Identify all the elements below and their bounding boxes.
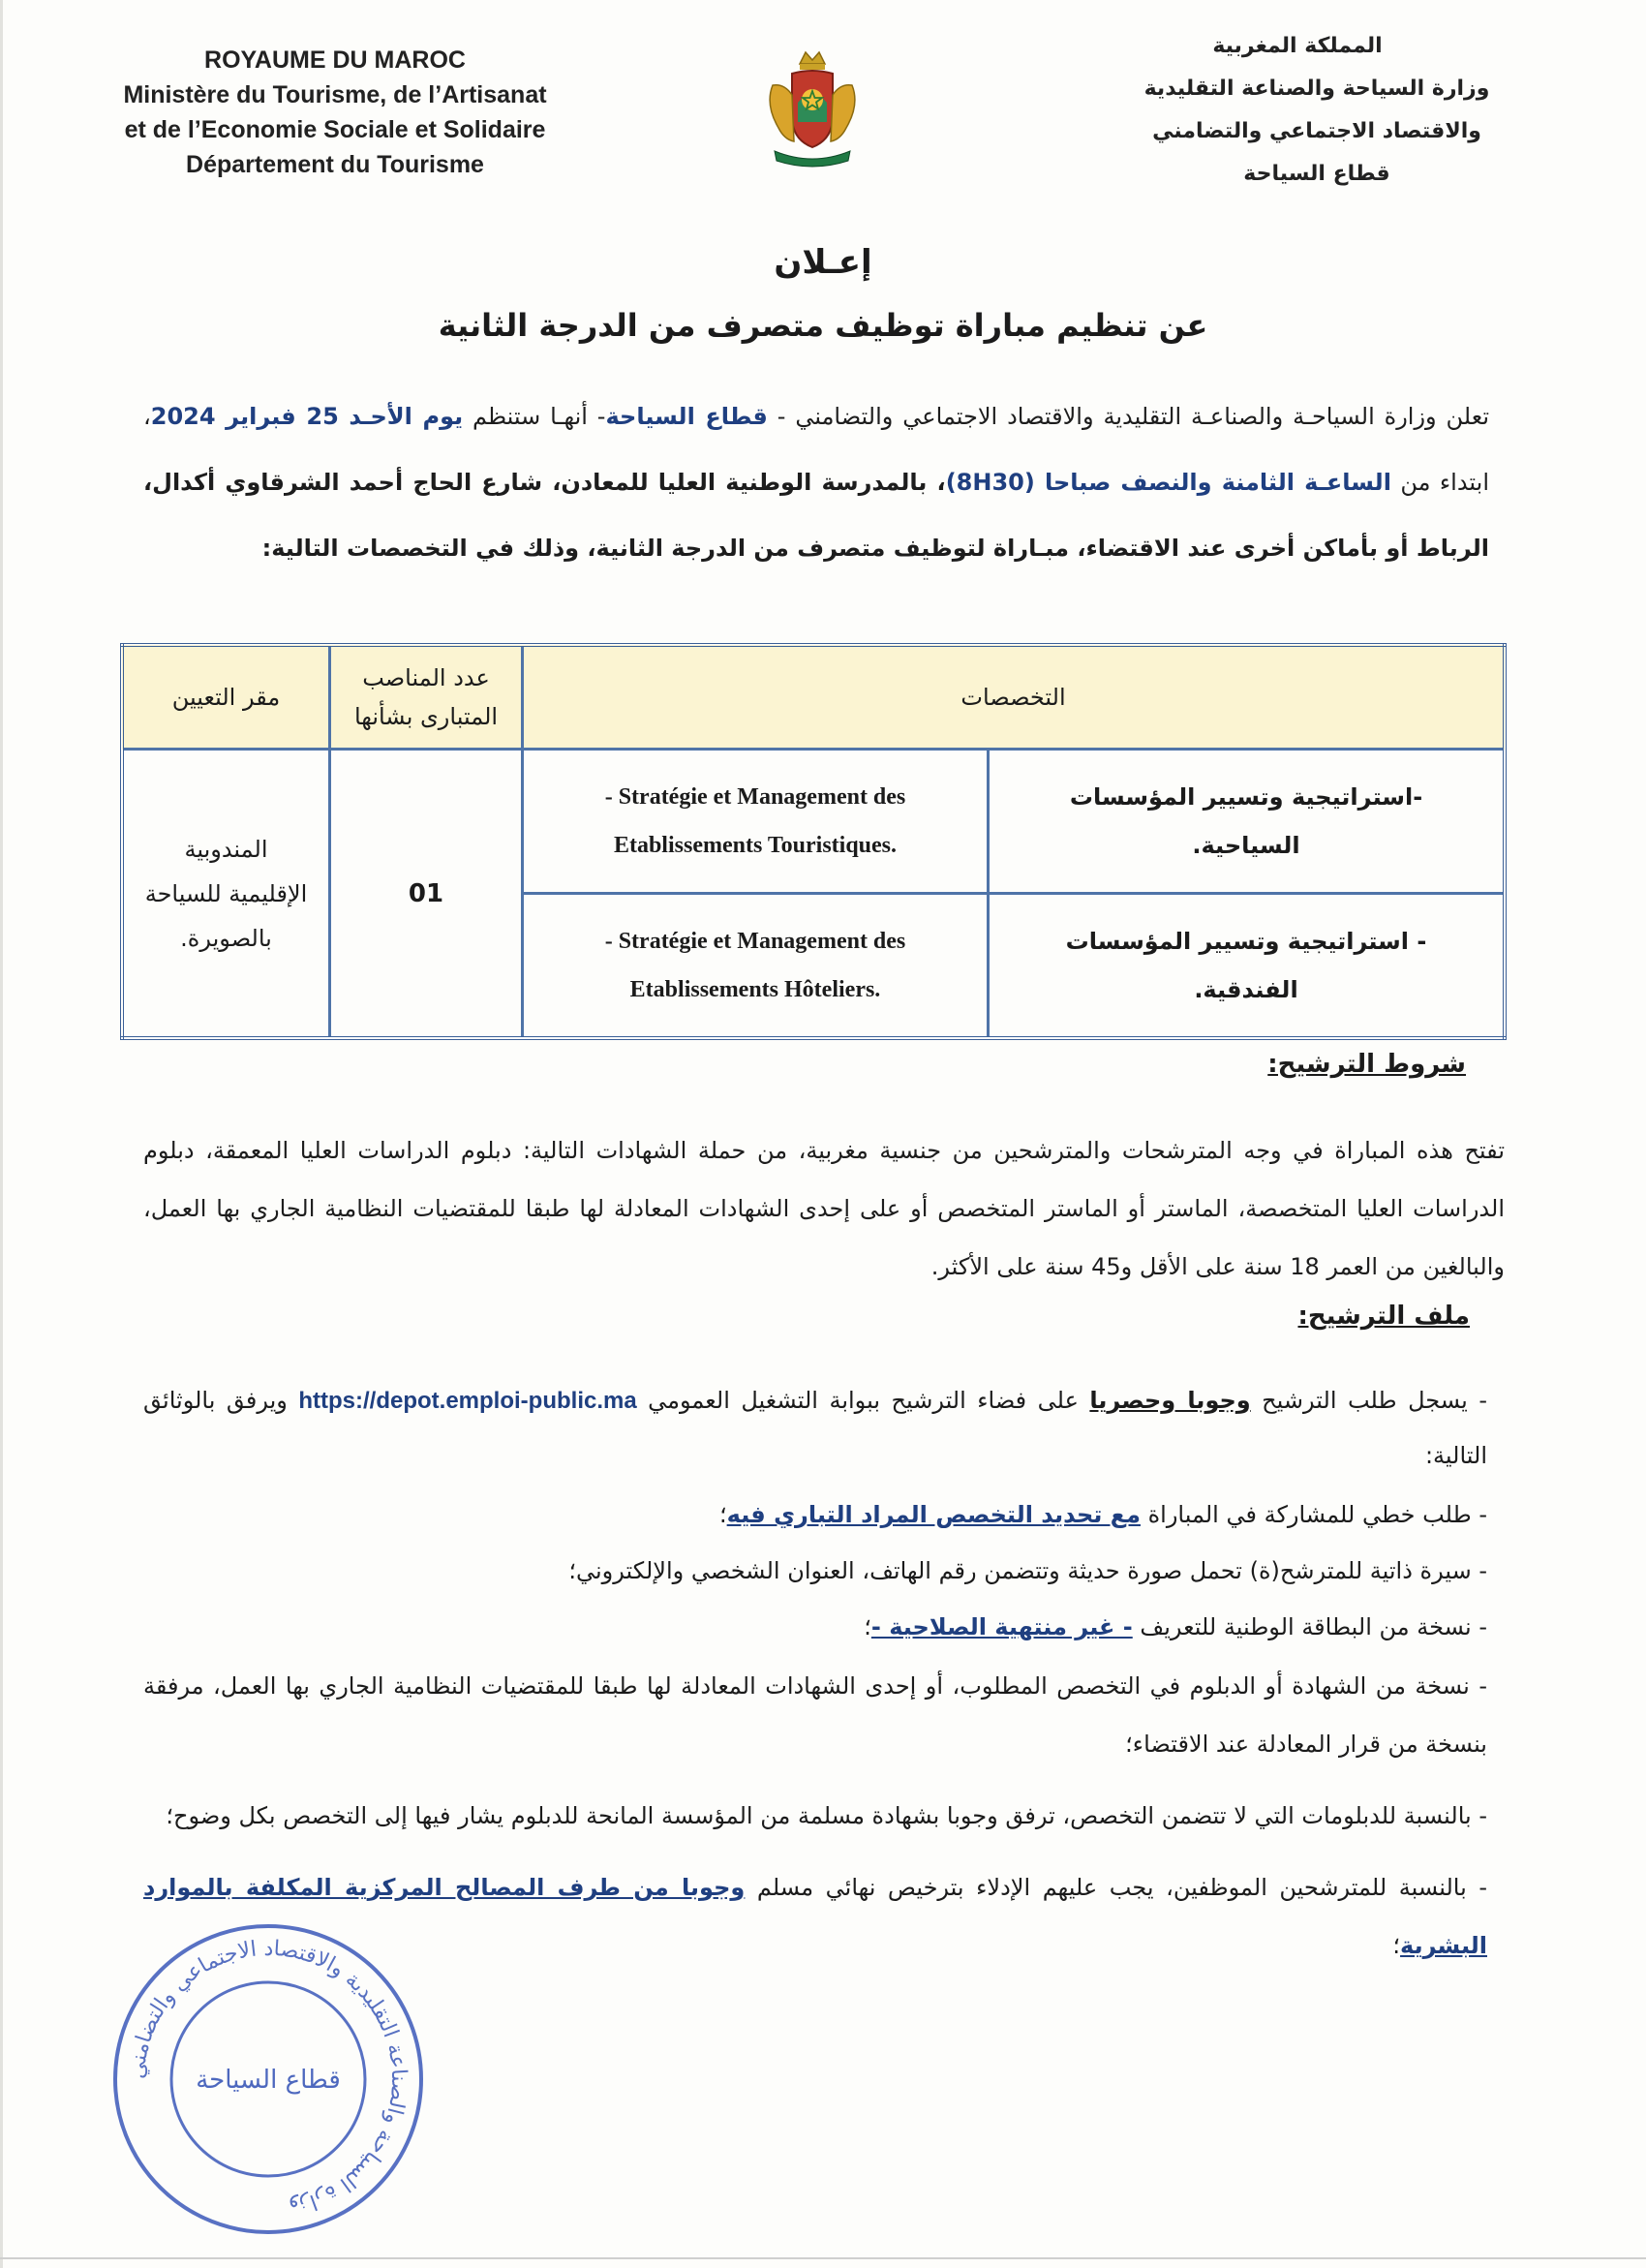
- item-text: ؛: [864, 1613, 871, 1640]
- positions-count: 01: [330, 750, 523, 1039]
- header-fr-line: Ministère du Tourisme, de l’Artisanat: [123, 81, 547, 108]
- announcement-title: إعـلان: [774, 243, 872, 282]
- intro-date: يوم الأحـد 25 فبراير 2024: [150, 403, 464, 430]
- specialty-fr: - Stratégie et Management des Etablissements Hôteliers.: [523, 894, 989, 1039]
- list-item: - سيرة ذاتية للمترشح(ة) تحمل صورة حديثة وتتضمن رقم الهاتف، العنوان الشخصي والإلكتروني؛: [568, 1557, 1487, 1584]
- header-fr-line: et de l’Economie Sociale et Solidaire: [124, 116, 546, 143]
- table-row: [122, 750, 1505, 894]
- list-item: - نسخة من الشهادة أو الدبلوم في التخصص المطلوب، أو إحدى الشهادات المعادلة لها طبقا للمقتضيات النظامية الجاري بها العمل، مرفقة بنسخة من قرار المعادلة عند الاقتضاء؛: [143, 1672, 1487, 1758]
- header-ar-line: والاقتصاد الاجتماعي والتضامني: [1152, 119, 1481, 143]
- intro-text: ، ابتداء من: [143, 403, 1490, 496]
- table-header-row: [122, 645, 1505, 750]
- specialty-fr: - Stratégie et Management des Etablissements Touristiques.: [523, 750, 989, 894]
- item-emphasis: مع تحديد التخصص المراد التباري فيه: [726, 1501, 1141, 1528]
- conditions-title: شروط الترشيح:: [1267, 1050, 1466, 1079]
- header-ar-line: قطاع السياحة: [1243, 162, 1390, 186]
- stamp-ring-text: وزارة السياحة والصناعة التقليدية والاقتصاد الاجتماعي والتضامني: [125, 1936, 412, 2221]
- item-text: ؛: [719, 1501, 727, 1528]
- item-emphasis: وجوبا من طرف المصالح المركزية المكلفة بالموارد البشرية: [143, 1874, 1487, 1959]
- item-text: - بالنسبة للمترشحين الموظفين، يجب عليهم الإدلاء بترخيص نهائي مسلم: [745, 1874, 1487, 1901]
- conditions-paragraph: تفتح هذه المباراة في وجه المترشحات والمترشحين من جنسية مغربية، من حملة الشهادات التالية: دبلوم الدراسات العليا المعمقة، دبلوم الدراسات العليا المتخصصة، الماستر أو الماستر المتخصص أو على إحدى الشهادات المعادلة لها طبقا للمقتضيات النظامية الجاري بها العمل، والبالغين من العمر 18 سنة على الأقل و45 سنة على الأكثر.: [143, 1137, 1505, 1280]
- table-header-count: عدد المناصب المتبارى بشأنها: [330, 645, 523, 750]
- specialty-ar: -استراتيجية وتسيير المؤسسات السياحية.: [989, 750, 1506, 894]
- positions-table: [120, 643, 1507, 1040]
- item-emphasis: - غير منتهية الصلاحية -: [870, 1613, 1133, 1640]
- assignment-seat: المندوبية الإقليمية للسياحة بالصويرة.: [122, 750, 330, 1039]
- header-ar-line: المملكة المغربية: [1212, 34, 1383, 58]
- item-text: على فضاء الترشيح ببوابة التشغيل العمومي: [636, 1387, 1090, 1414]
- header-ar-line: وزارة السياحة والصناعة التقليدية: [1143, 77, 1490, 101]
- intro-text: ، بالمدرسة الوطنية العليا للمعادن، شارع الحاج أحمد الشرقاوي أكدال، الرباط أو بأماكن أخرى عند الاقتضاء، مبـاراة لتوظيف متصرف من الدرجة الثانية، وذلك في التخصصات التالية:: [143, 469, 1489, 562]
- intro-text: - أنهـا ستنظم: [463, 403, 606, 430]
- portal-link[interactable]: https://depot.emploi-public.ma: [298, 1388, 637, 1414]
- official-stamp: [108, 1919, 428, 2239]
- intro-paragraph: [143, 383, 1489, 581]
- header-arabic: [1094, 25, 1539, 196]
- header-fr-line: ROYAUME DU MAROC: [204, 46, 466, 74]
- file-title: ملف الترشيح:: [1297, 1302, 1470, 1331]
- header-french: [93, 43, 577, 182]
- item-text: ؛: [1392, 1932, 1401, 1959]
- intro-text: تعلن وزارة السياحـة والصناعـة التقليدية والاقتصاد الاجتماعي والتضامني -: [767, 403, 1489, 430]
- header-fr-line: Département du Tourisme: [186, 151, 484, 178]
- item-text: - طلب خطي للمشاركة في المباراة: [1140, 1501, 1487, 1528]
- list-item: [143, 1603, 1487, 1651]
- item-text: ويرفق بالوثائق التالية:: [143, 1387, 1487, 1469]
- coat-of-arms-emblem: [755, 46, 869, 172]
- specialty-ar: - استراتيجية وتسيير المؤسسات الفندقية.: [989, 894, 1506, 1039]
- bottom-border: [0, 2257, 1646, 2259]
- announcement-subtitle: عن تنظيم مباراة توظيف متصرف من الدرجة الثانية: [438, 307, 1208, 344]
- item-emphasis: وجوبا وحصريا: [1089, 1387, 1251, 1414]
- list-item: [143, 1490, 1487, 1539]
- item-text: - نسخة من البطاقة الوطنية للتعريف: [1132, 1613, 1487, 1640]
- table-header-specialties: التخصصات: [523, 645, 1506, 750]
- item-text: - يسجل طلب الترشيح: [1250, 1387, 1487, 1414]
- file-items-list: [143, 1373, 1487, 1975]
- stamp-center-text: قطاع السياحة: [196, 2066, 341, 2095]
- table-header-seat: مقر التعيين: [122, 645, 330, 750]
- list-item: [143, 1373, 1487, 1483]
- intro-sector: قطاع السياحة: [605, 403, 768, 430]
- list-item: - بالنسبة للدبلومات التي لا تتضمن التخصص، ترفق وجوبا بشهادة مسلمة من المؤسسة المانحة للدبلوم يشار فيها إلى التخصص بكل وضوح؛: [166, 1802, 1487, 1829]
- intro-time: الساعـة الثامنة والنصف صباحا (8H30): [945, 469, 1391, 496]
